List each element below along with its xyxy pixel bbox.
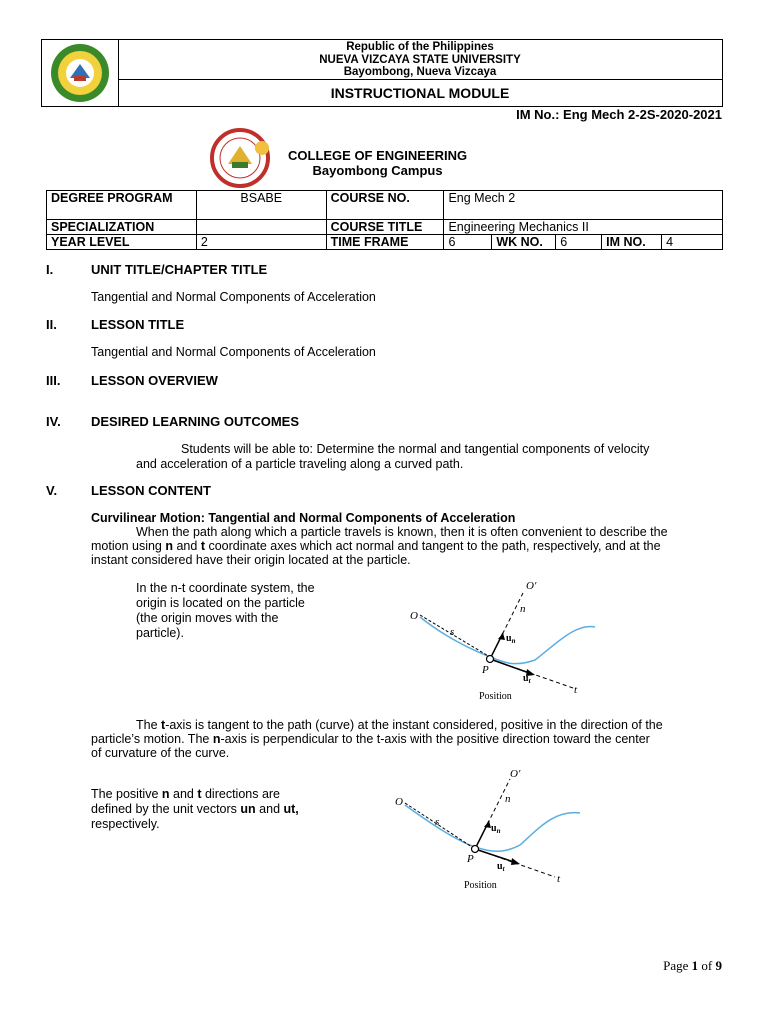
year-value: 2 <box>196 235 326 250</box>
label-p: P <box>467 853 474 865</box>
ut-arrow <box>490 659 532 674</box>
university-logo-cell <box>42 40 119 106</box>
section-1-title: UNIT TITLE/CHAPTER TITLE <box>91 262 268 277</box>
im-value: 4 <box>662 235 723 250</box>
intro-line-1: When the path along which a particle travels is known, then it is often convenient to describe the <box>136 525 668 539</box>
college-name: COLLEGE OF ENGINEERING <box>288 148 468 163</box>
intro-line-2: motion using n and t coordinate axes which act normal and tangent to the path, respectively, and at the <box>91 539 661 553</box>
nt-diagram-2 <box>385 765 605 895</box>
s-arc <box>420 615 490 657</box>
of-word: of <box>701 958 713 973</box>
college-seal-icon <box>210 128 280 188</box>
course-title-value: Engineering Mechanics II <box>444 220 723 235</box>
page-number: 1 <box>691 958 699 973</box>
section-2-title: LESSON TITLE <box>91 317 185 332</box>
label-o: O <box>395 796 403 808</box>
degree-label: DEGREE PROGRAM <box>47 191 197 220</box>
table-row <box>47 191 723 220</box>
year-label: YEAR LEVEL <box>47 235 197 250</box>
label-s: s <box>450 626 455 638</box>
particle-point <box>472 846 479 853</box>
section-1-number: I. <box>46 262 54 277</box>
page-word: Page <box>663 958 689 973</box>
section-3-title: LESSON OVERVIEW <box>91 373 218 388</box>
section-4-number: IV. <box>46 414 61 429</box>
side-text-1: In the n-t coordinate system, the origin is located on the particle (the origin moves with the particle). <box>136 581 315 640</box>
diagram-caption: Position <box>479 691 512 702</box>
section-3-number: III. <box>46 373 61 388</box>
section-1-body: Tangential and Normal Components of Acceleration <box>91 290 376 304</box>
section-5-title: LESSON CONTENT <box>91 483 211 498</box>
wk-value: 6 <box>556 235 602 250</box>
label-n: n <box>505 793 511 805</box>
university-seal-icon <box>42 40 118 106</box>
label-t: t <box>557 873 561 885</box>
s-arc <box>405 803 475 849</box>
label-o: O <box>410 610 418 622</box>
section-2-number: II. <box>46 317 57 332</box>
wk-label: WK NO. <box>492 235 556 250</box>
particle-point <box>487 656 494 663</box>
im-label: IM NO. <box>602 235 662 250</box>
college-campus: Bayombong Campus <box>312 163 443 178</box>
college-heading <box>288 148 467 178</box>
content-subheading: Curvilinear Motion: Tangential and Normal Components of Acceleration <box>91 511 516 525</box>
nt-diagram-1 <box>395 575 615 705</box>
module-title: INSTRUCTIONAL MODULE <box>330 85 510 101</box>
section-5-number: V. <box>46 483 58 498</box>
section-4-title: DESIRED LEARNING OUTCOMES <box>91 414 300 429</box>
label-ut: $u_t$ <box>523 673 531 685</box>
outcomes-line-1: Students will be able to: Determine the normal and tangential components of velocity <box>181 442 650 456</box>
label-un: $u_n$ <box>506 633 516 645</box>
im-number: IM No.: Eng Mech 2-2S-2020-2021 <box>516 107 722 122</box>
intro-line-3: instant considered have their origin located at the particle. <box>91 553 411 567</box>
label-o-prime: O′ <box>510 768 521 780</box>
university-address: Bayombong, Nueva Vizcaya <box>343 66 497 78</box>
table-row <box>47 235 723 250</box>
t-para-line-2: particle’s motion. The n-axis is perpendicular to the t-axis with the positive direction toward the center <box>91 732 650 746</box>
republic-line: Republic of the Philippines <box>346 41 494 53</box>
course-title-label: COURSE TITLE <box>326 220 444 235</box>
t-para-line-3: of curvature of the curve. <box>91 746 230 760</box>
t-para-line-1: The t-axis is tangent to the path (curve) at the instant considered, positive in the direction of the <box>136 718 663 732</box>
time-frame-label: TIME FRAME <box>326 235 444 250</box>
course-no-value: Eng Mech 2 <box>444 191 723 220</box>
label-p: P <box>482 664 489 676</box>
outcomes-line-2: and acceleration of a particle traveling along a curved path. <box>136 457 464 471</box>
spec-value <box>196 220 326 235</box>
university-name: NUEVA VIZCAYA STATE UNIVERSITY <box>319 53 521 66</box>
course-no-label: COURSE NO. <box>326 191 444 220</box>
label-o-prime: O′ <box>526 580 537 592</box>
course-info-table <box>46 190 723 250</box>
spec-label: SPECIALIZATION <box>47 220 197 235</box>
header-box <box>41 39 723 107</box>
label-s: s <box>435 816 440 828</box>
label-t: t <box>574 684 578 696</box>
label-ut: $u_t$ <box>497 861 505 873</box>
university-info <box>118 40 722 80</box>
diagram-caption: Position <box>464 880 497 891</box>
page-total: 9 <box>715 958 722 973</box>
table-row <box>47 220 723 235</box>
page-footer <box>663 958 722 974</box>
section-2-body: Tangential and Normal Components of Acceleration <box>91 345 376 359</box>
label-un: $u_n$ <box>491 823 501 835</box>
time-frame-value: 6 <box>444 235 492 250</box>
side-text-2: The positive n and t directions are defined by the unit vectors un and ut, respectively. <box>91 787 299 831</box>
degree-value: BSABE <box>196 191 326 220</box>
label-n: n <box>520 603 526 615</box>
